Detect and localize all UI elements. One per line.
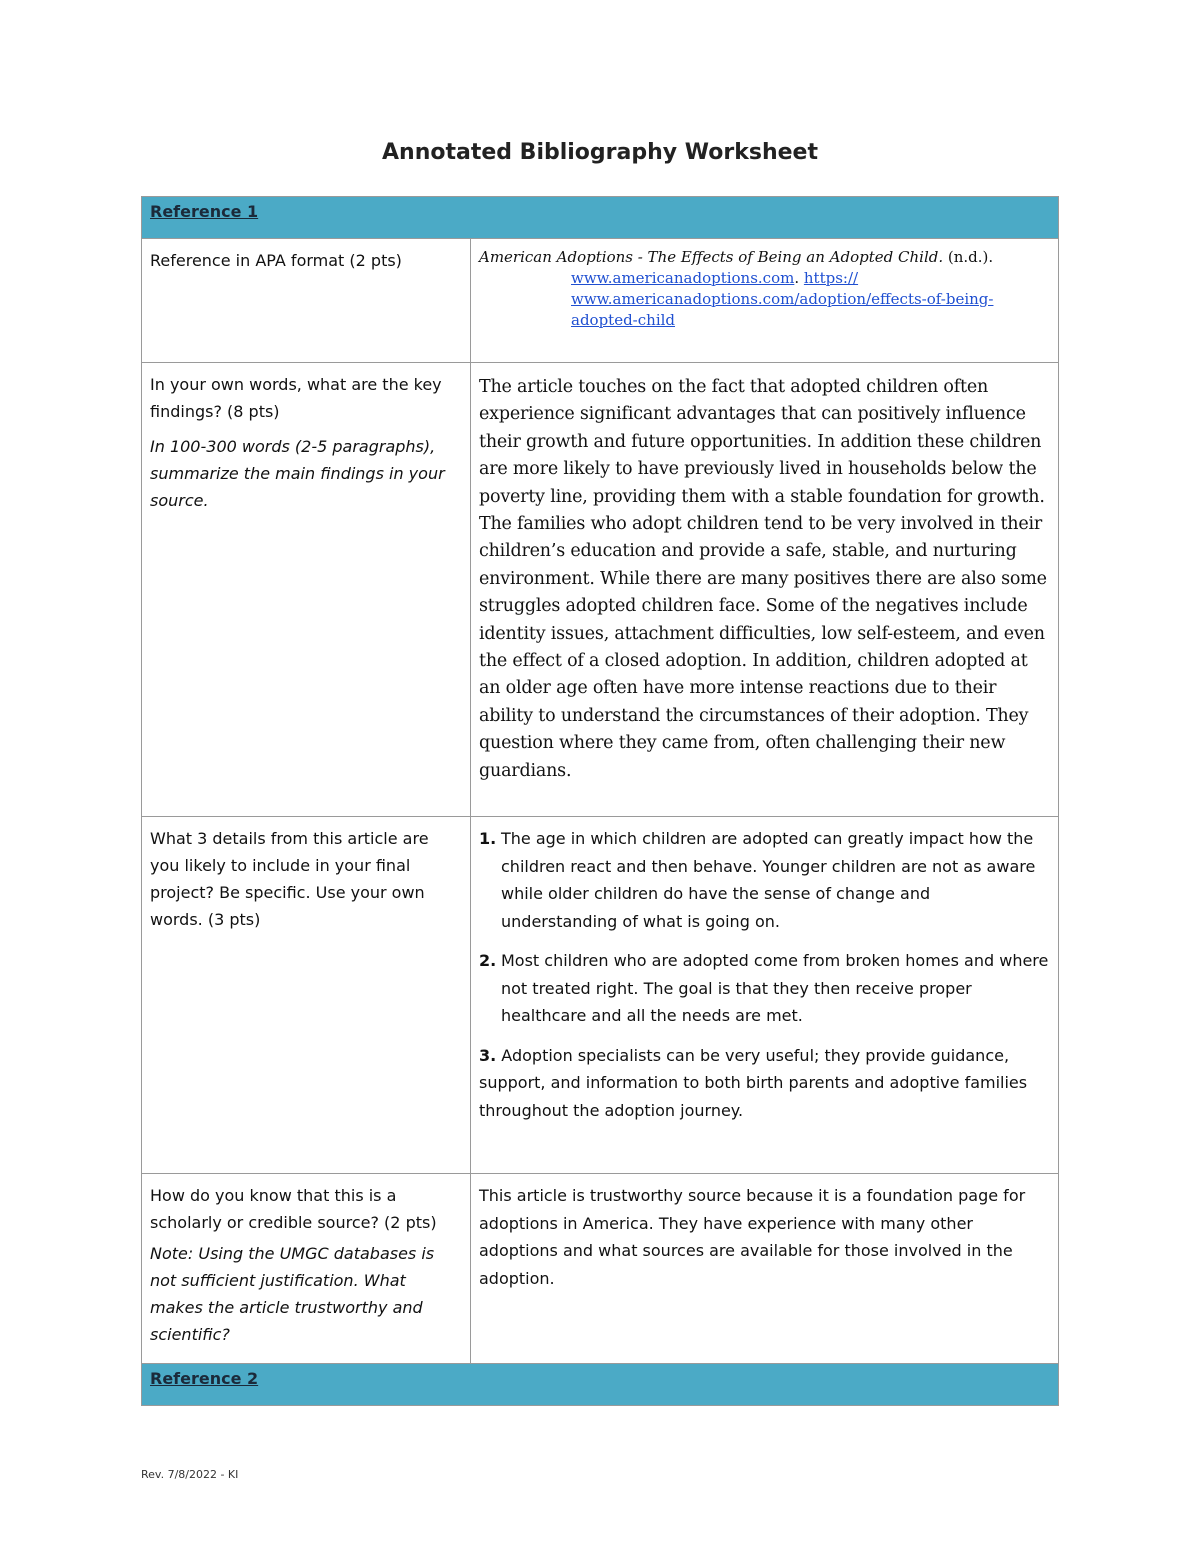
findings-answer: The article touches on the fact that adopted children often experience significant advantages that can positively influence their growth and future opportunities. In addition these children are more likely to have previously lived in households below the poverty line, providing them with a stable foundation for growth. The families who adopt children tend to be very involved in their children’s education and provide a safe, stable, and nurturing environment. While there are many positives there are also some struggles adopted children face. Some of the negatives include identity issues, attachment difficulties, low self-esteem, and even the effect of a closed adoption. In addition, children adopted at an older age often have more intense reactions due to their ability to understand the circumstances of their adoption. They question where they came from, often challenging their new guardians. [479,377,1047,781]
credible-label-cell [142,1174,471,1364]
details-question: What 3 details from this article are you likely to include in your final project? Be specific. Use your own words. (3 pts) [150,829,429,929]
apa-link-sep: . [794,269,804,287]
findings-row [142,363,1059,817]
detail-text: Adoption specialists can be very useful; they provide guidance, support, and information to both birth parents and adoptive families throughout the adoption journey. [479,1045,1028,1120]
reference-1-header-row [142,197,1059,239]
findings-answer-cell [471,363,1059,817]
apa-title: American Adoptions - The Effects of Being an Adopted Child. [479,248,944,266]
detail-number: 1. [479,829,497,848]
reference-2-header [142,1364,1059,1406]
reference-1-header [142,197,1059,239]
detail-number: 2. [479,951,497,970]
details-answer-cell [471,817,1059,1174]
details-row [142,817,1059,1174]
credible-question: How do you know that this is a scholarly or credible source? (2 pts) [150,1186,437,1232]
detail-item [479,1042,1050,1125]
apa-label: Reference in APA format (2 pts) [150,251,402,270]
apa-answer-cell [471,239,1059,363]
details-label-cell [142,817,471,1174]
worksheet-table [141,196,1059,1406]
reference-2-header-row [142,1364,1059,1406]
apa-link-2-part-1[interactable]: https:// [803,269,859,287]
credible-answer-cell [471,1174,1059,1364]
apa-link-1[interactable]: www.americanadoptions.com [571,269,795,287]
apa-date: (n.d.). [943,248,994,266]
reference-1-header-label: Reference 1 [150,202,259,221]
credible-note: Note: Using the UMGC databases is not sufficient justification. What makes the article trustworthy and scientific? [150,1244,435,1344]
findings-label-cell [142,363,471,817]
detail-text: The age in which children are adopted can greatly impact how the children react and then behave. Younger children are not as aware while older children do have the sense of change and understanding of what is going on. [501,829,1036,931]
findings-question: In your own words, what are the key findings? (8 pts) [150,375,442,421]
apa-row [142,239,1059,363]
reference-2-header-label: Reference 2 [150,1369,259,1388]
detail-text: Most children who are adopted come from broken homes and where not treated right. The goal is that they then receive proper healthcare and all the needs are met. [501,951,1049,1025]
worksheet-title: Annotated Bibliography Worksheet [382,140,818,165]
detail-item [479,947,1050,1030]
apa-link-2-part-3[interactable]: adopted-child [571,311,676,329]
detail-number: 3. [479,1045,497,1065]
credible-row [142,1174,1059,1364]
findings-instruction: In 100-300 words (2-5 paragraphs), summarize the main findings in your source. [150,437,445,510]
apa-link-2-part-2[interactable]: www.americanadoptions.com/adoption/effects-of-being- [571,290,994,308]
revision-footer: Rev. 7/8/2022 - KI [141,1468,239,1481]
detail-item [479,825,1050,935]
apa-label-cell [142,239,471,363]
apa-citation [471,239,1058,331]
details-list [471,817,1058,1124]
credible-answer: This article is trustworthy source because it is a foundation page for adoptions in America. They have experience with many other adoptions and what sources are available for those involved in the adoption. [479,1186,1026,1288]
